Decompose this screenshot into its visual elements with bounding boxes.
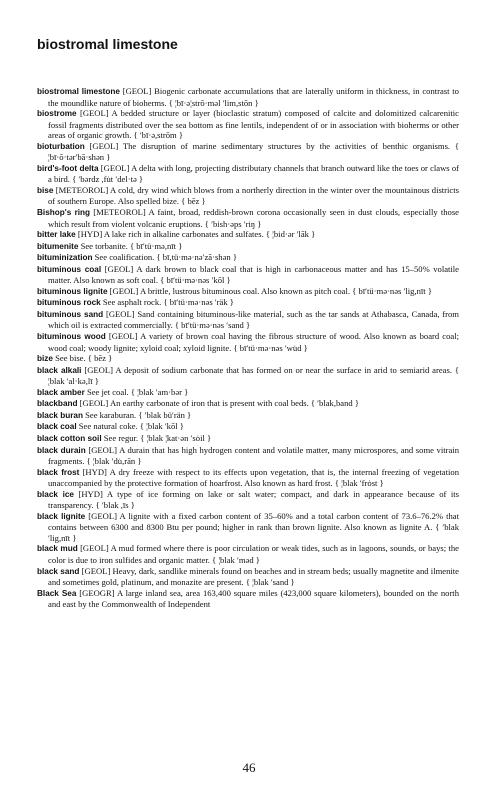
dictionary-entry xyxy=(37,264,459,286)
entry-definition: See jet coal. { ¦blak ′am·bər } xyxy=(86,386,189,397)
dictionary-entry xyxy=(37,185,459,207)
entry-term: black coal xyxy=(37,422,77,432)
entry-definition: [METEOROL] A faint, broad, reddish-brown corona occasionally seen in dust clouds, especially those which result from violent volcanic eruptions. { ′bish·əps ′riŋ } xyxy=(48,207,459,229)
entry-term: Bishop's ring xyxy=(37,208,91,218)
dictionary-entry xyxy=(37,229,459,241)
entry-definition: [GEOL] A variety of brown coal having the fibrous structure of wood. Also known as board coal; wood coal; woody lignite; xyloid coal; xyloid lignite. { bī′tü·mə·nəs ′wu̇d } xyxy=(48,331,460,353)
entry-definition: [GEOL] Heavy, dark, sandlike minerals found on beaches and in stream beds; usually magnetite and ilmenite and sometimes gold, platinum, and monazite are present. { ¦blak ′sand } xyxy=(48,565,459,588)
entry-definition: [GEOL] A deposit of sodium carbonate that has formed on or near the surface in arid to semiarid areas. { ¦blak ′al·kə,lī } xyxy=(48,364,459,387)
dictionary-entry xyxy=(37,566,459,588)
dictionary-entry xyxy=(37,398,459,410)
dictionary-entry xyxy=(37,108,459,141)
entry-term: black sand xyxy=(37,566,80,576)
entry-definition: See karaburan. { ′blak bü′rän } xyxy=(85,409,192,420)
entry-term: bise xyxy=(37,185,54,195)
entry-term: black cotton soil xyxy=(37,433,102,443)
dictionary-entry xyxy=(37,141,459,163)
entry-definition: See coalification. { bī,tü·mə·nə′zā·shən } xyxy=(94,252,237,263)
entry-term: bitter lake xyxy=(37,230,76,240)
entry-definition: [GEOL] A brittle, lustrous bituminous coal. Also known as pitch coal. { bī′tü·mə·nəs ′lig,nīt } xyxy=(109,285,432,296)
entry-term: bitumenite xyxy=(37,241,79,251)
entry-term: bioturbation xyxy=(37,141,85,151)
dictionary-entry xyxy=(37,543,459,565)
page-number: 46 xyxy=(242,760,256,775)
dictionary-entry xyxy=(37,421,459,433)
dictionary-entry xyxy=(37,331,459,353)
entry-definition: [GEOL] Biogenic carbonate accumulations that are laterally uniform in thickness, in contrast to the moundlike nature of bioherms. { ¦bī·ə¦strō·məl ′lim,stōn } xyxy=(48,86,459,108)
entry-term: Black Sea xyxy=(37,588,77,598)
dictionary-entry xyxy=(37,252,459,264)
entry-term: bird's-foot delta xyxy=(37,163,99,173)
entry-definition: [HYD] A type of ice forming on lake or salt water; compact, and dark in appearance because of its transparency. { ′blak ,īs } xyxy=(48,488,459,511)
entry-term: black durain xyxy=(37,445,86,455)
entry-definition: [GEOGR] A large inland sea, area 163,400 square miles (423,000 square kilometers), bounded on the north and east by the Commonwealth of Independent xyxy=(48,587,459,610)
entry-definition: [GEOL] An earthy carbonate of iron that is present with coal beds. { ′blak,band } xyxy=(79,398,359,409)
entry-definition: See regur. { ¦blak ¦kat·ən ′sȯil } xyxy=(103,432,212,443)
dictionary-entry xyxy=(37,286,459,298)
entry-definition: See natural coke. { ¦blak ′kōl } xyxy=(78,421,184,432)
entry-definition: [GEOL] A dark brown to black coal that is high in carbonaceous matter and has 15–50% volatile matter. Also known as soft coal. { bī′tü·mə·nəs ′kōl } xyxy=(48,263,459,286)
entry-term: blackband xyxy=(37,399,78,409)
page-header-title: biostromal limestone xyxy=(37,36,178,52)
dictionary-entry xyxy=(37,353,459,365)
dictionary-entry xyxy=(37,297,459,309)
entry-term: black frost xyxy=(37,467,80,477)
entry-term: bituminous wood xyxy=(37,332,106,342)
entry-term: bituminous lignite xyxy=(37,286,108,296)
entry-term: bituminous coal xyxy=(37,264,102,274)
dictionary-entry xyxy=(37,309,459,331)
entry-definition: [GEOL] A mud formed where there is poor circulation or weak tides, such as in lagoons, sounds, or bays; the color is due to iron sulfides and organic matter. { ¦blak ′məd } xyxy=(48,543,459,565)
dictionary-entry xyxy=(37,511,459,544)
dictionary-entry xyxy=(37,433,459,445)
entry-definition: [GEOL] The disruption of marine sedimentary structures by the activities of benthic organisms. { ¦bī·ō·tər′bā·shən } xyxy=(48,140,459,163)
entry-term: black buran xyxy=(37,410,83,420)
dictionary-entry xyxy=(37,241,459,253)
dictionary-entry xyxy=(37,163,459,185)
entry-term: black alkali xyxy=(37,365,82,375)
entry-term: black amber xyxy=(37,387,85,397)
entry-term: black ice xyxy=(37,489,74,499)
entry-definition: See asphalt rock. { bī′tü·mə·nəs ′räk } xyxy=(102,297,234,308)
entry-term: black lignite xyxy=(37,511,86,521)
dictionary-entry xyxy=(37,489,459,511)
entry-definition: [GEOL] A lignite with a fixed carbon content of 35–60% and a total carbon content of 73.6–76.2% that contains between 6300 and 8300 Btu per pound; higher in rank than brown lignite. Also known as lignite A. { ′blak ′lig,nīt } xyxy=(48,510,459,543)
dictionary-entry xyxy=(37,86,459,108)
entry-definition: [GEOL] A delta with long, projecting distributary channels that branch outward like the toes or claws of a bird. { ′bərdz ,fu̇t ′del·tə } xyxy=(48,162,459,185)
entry-definition: [GEOL] A bedded structure or layer (bioclastic stratum) composed of calcite and dolomitized calcarenitic fossil fragments distributed over the sea bottom as fine lentils, independent of or in association with bioherms or other areas of organic growth. { ′bī·ə,strōm } xyxy=(48,108,459,141)
dictionary-entry xyxy=(37,387,459,399)
entry-definition: [METEOROL] A cold, dry wind which blows from a northerly direction in the winter over the mountainous districts of southern Europe. Also spelled bize. { bēz } xyxy=(48,184,459,207)
dictionary-entry xyxy=(37,588,459,610)
dictionary-entry xyxy=(37,365,459,387)
entry-term: black mud xyxy=(37,544,78,554)
entry-definition: [HYD] A dry freeze with respect to its effects upon vegetation, that is, the internal freezing of vegetation unaccompanied by the protective formation of hoarfrost. Also known as hard frost. { ¦blak ′frȯst } xyxy=(48,466,459,489)
entry-term: bituminous rock xyxy=(37,298,101,308)
entry-term: biostromal limestone xyxy=(37,87,120,96)
entry-term: biostrome xyxy=(37,109,77,119)
dictionary-entry xyxy=(37,467,459,489)
dictionary-entry xyxy=(37,410,459,422)
entry-definition: [GEOL] A durain that has high hydrogen content and volatile matter, many microspores, and some vitrain fragments. { ¦blak ′du̇,rān } xyxy=(48,444,459,467)
entry-definition: See torbanite. { bī′tü·mə,nīt } xyxy=(80,240,183,251)
entry-definition: [GEOL] Sand containing bituminous-like material, such as the tar sands at Athabasca, Canada, from which oil is extracted commercially. { bī′tü·mə·nəs ′sand } xyxy=(48,308,459,331)
entry-term: bize xyxy=(37,354,53,364)
entry-definition: [HYD] A lake rich in alkaline carbonates and sulfates. { ¦bid·ər ′lāk } xyxy=(77,229,316,240)
entry-term: bituminous sand xyxy=(37,309,104,319)
dictionary-entry xyxy=(37,207,459,229)
entry-definition: See bise. { bēz } xyxy=(55,353,113,364)
dictionary-entry xyxy=(37,445,459,467)
dictionary-entries xyxy=(37,86,459,610)
entry-term: bituminization xyxy=(37,253,93,263)
